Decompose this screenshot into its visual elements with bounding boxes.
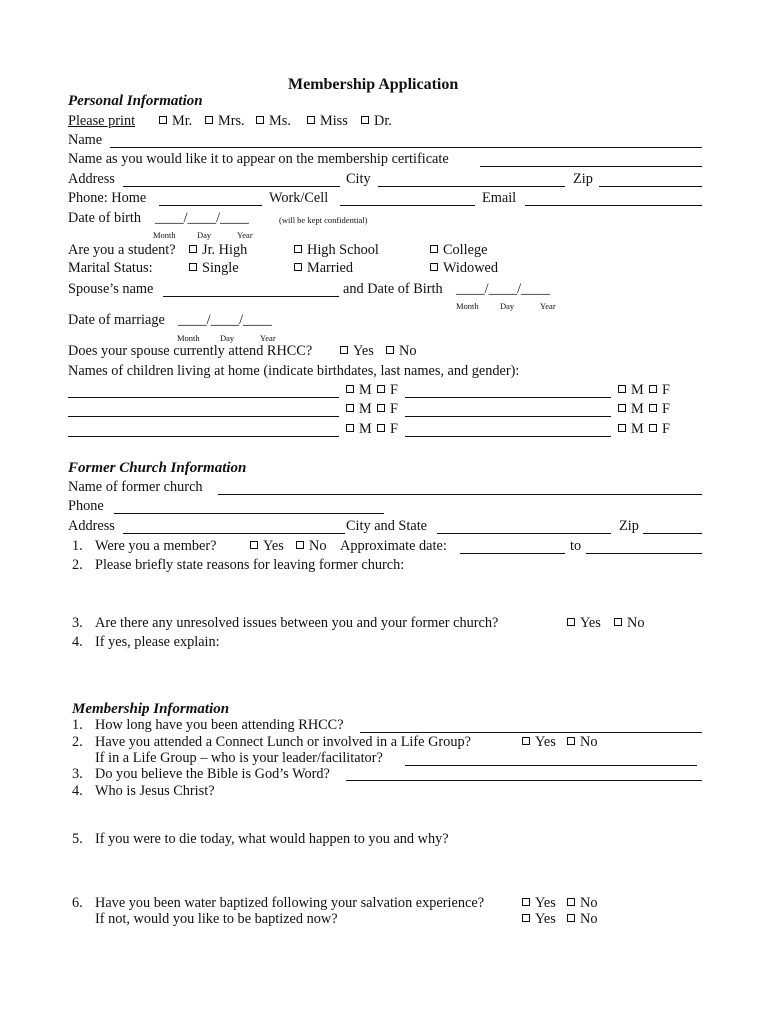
membership-q1-number: 1. <box>72 717 83 733</box>
checkbox-f[interactable] <box>649 404 657 412</box>
checkbox-college[interactable] <box>430 245 438 253</box>
checkbox-mr[interactable] <box>159 116 167 124</box>
checkbox-baptize-now-yes[interactable] <box>522 914 530 922</box>
child-gender-m[interactable]: M <box>346 421 372 438</box>
title-dr[interactable]: Dr. <box>361 113 392 130</box>
checkbox-married[interactable] <box>294 263 302 271</box>
checkbox-f[interactable] <box>377 424 385 432</box>
baptized-no[interactable]: No <box>567 895 597 912</box>
email-label: Email <box>482 190 517 206</box>
checkbox-mrs[interactable] <box>205 116 213 124</box>
checkbox-f[interactable] <box>377 385 385 393</box>
former-member-no[interactable]: No <box>296 538 326 555</box>
approx-date-from-field[interactable] <box>460 553 565 554</box>
spouse-dob-year-caption: Year <box>540 301 556 311</box>
attending-duration-field[interactable] <box>360 732 702 733</box>
checkbox-jr-high[interactable] <box>189 245 197 253</box>
child-gender-m[interactable]: M <box>618 382 644 399</box>
membership-q2-label: Have you attended a Connect Lunch or involved in a Life Group? <box>95 734 471 750</box>
checkbox-miss[interactable] <box>307 116 315 124</box>
checkbox-member-yes[interactable] <box>250 541 258 549</box>
membership-q2b-label: If in a Life Group – who is your leader/facilitator? <box>95 750 383 766</box>
baptized-yes[interactable]: Yes <box>522 895 556 912</box>
child-name-field[interactable] <box>68 436 339 437</box>
address-field[interactable] <box>123 186 340 187</box>
checkbox-dr[interactable] <box>361 116 369 124</box>
phone-home-label: Phone: Home <box>68 190 147 206</box>
child-name-field[interactable] <box>405 397 611 398</box>
membership-q6-label: Have you been water baptized following your salvation experience? <box>95 895 485 911</box>
former-q4-label: If yes, please explain: <box>95 634 220 650</box>
marriage-label: Date of marriage <box>68 312 165 328</box>
please-print-label: Please print <box>68 113 136 129</box>
dob-day-caption: Day <box>197 230 212 240</box>
former-q4-number: 4. <box>72 634 83 650</box>
checkbox-m[interactable] <box>618 385 626 393</box>
checkbox-high-school[interactable] <box>294 245 302 253</box>
zip-field[interactable] <box>599 186 702 187</box>
child-gender-m[interactable]: M <box>346 382 372 399</box>
child-gender-f[interactable]: F <box>377 382 398 399</box>
former-q1-label: Were you a member? <box>95 538 217 554</box>
city-label: City <box>346 171 371 187</box>
phone-home-field[interactable] <box>159 205 262 206</box>
approx-date-label: Approximate date: <box>340 538 447 554</box>
former-q3-number: 3. <box>72 615 83 631</box>
former-heading: Former Church Information <box>68 460 247 476</box>
membership-q3-label: Do you believe the Bible is God’s Word? <box>95 766 330 782</box>
checkbox-m[interactable] <box>346 424 354 432</box>
checkbox-unresolved-yes[interactable] <box>567 618 575 626</box>
spouse-name-field[interactable] <box>163 296 339 297</box>
dob-label: Date of birth <box>68 210 142 226</box>
checkbox-baptized-yes[interactable] <box>522 898 530 906</box>
child-gender-f[interactable]: F <box>377 421 398 438</box>
bible-answer-field[interactable] <box>346 780 702 781</box>
marital-label: Marital Status: <box>68 260 153 276</box>
former-q2-label: Please briefly state reasons for leaving former church: <box>95 557 405 573</box>
former-city-state-field[interactable] <box>437 533 611 534</box>
child-gender-f[interactable]: F <box>649 382 670 399</box>
membership-q6b-label: If not, would you like to be baptized now? <box>95 911 338 927</box>
checkbox-member-no[interactable] <box>296 541 304 549</box>
title-ms[interactable]: Ms. <box>256 113 291 130</box>
spouse-dob-month-caption: Month <box>456 301 479 311</box>
zip-label: Zip <box>573 171 593 187</box>
child-gender-m[interactable]: M <box>618 401 644 418</box>
confidential-note: (will be kept confidential) <box>279 215 368 225</box>
former-name-field[interactable] <box>218 494 702 495</box>
connect-no[interactable]: No <box>567 734 597 751</box>
membership-q4-number: 4. <box>72 783 83 799</box>
name-field[interactable] <box>110 147 702 148</box>
marriage-date-field[interactable]: ____/____/____ <box>178 312 272 328</box>
spouse-name-label: Spouse’s name <box>68 281 154 297</box>
approx-date-to-field[interactable] <box>586 553 702 554</box>
membership-q6-number: 6. <box>72 895 83 911</box>
children-label: Names of children living at home (indicate birthdates, last names, and gender): <box>68 363 520 379</box>
checkbox-baptize-now-no[interactable] <box>567 914 575 922</box>
leader-field[interactable] <box>405 765 697 766</box>
checkbox-f[interactable] <box>649 424 657 432</box>
spouse-dob-day-caption: Day <box>500 301 515 311</box>
work-cell-field[interactable] <box>340 205 475 206</box>
email-field[interactable] <box>525 205 702 206</box>
marital-widowed[interactable]: Widowed <box>430 260 498 277</box>
membership-heading: Membership Information <box>72 701 230 717</box>
child-name-field[interactable] <box>405 416 611 417</box>
former-name-label: Name of former church <box>68 479 203 495</box>
former-q2-number: 2. <box>72 557 83 573</box>
former-address-field[interactable] <box>123 533 345 534</box>
work-cell-label: Work/Cell <box>269 190 329 206</box>
former-q3-label: Are there any unresolved issues between you and your former church? <box>95 615 499 631</box>
title-mrs[interactable]: Mrs. <box>205 113 245 130</box>
checkbox-widowed[interactable] <box>430 263 438 271</box>
former-phone-field[interactable] <box>114 513 384 514</box>
child-gender-m[interactable]: M <box>618 421 644 438</box>
checkbox-baptized-no[interactable] <box>567 898 575 906</box>
checkbox-spouse-yes[interactable] <box>340 346 348 354</box>
spouse-dob-label: and Date of Birth <box>343 281 443 297</box>
city-field[interactable] <box>378 186 565 187</box>
page-title: Membership Application <box>288 76 459 93</box>
checkbox-m[interactable] <box>618 424 626 432</box>
membership-q5-number: 5. <box>72 831 83 847</box>
former-address-label: Address <box>68 518 115 534</box>
baptize-now-no[interactable]: No <box>567 911 597 928</box>
spouse-attend-no[interactable]: No <box>386 343 416 360</box>
former-zip-label: Zip <box>619 518 639 534</box>
child-gender-m[interactable]: M <box>346 401 372 418</box>
student-label: Are you a student? <box>68 242 176 258</box>
baptize-now-yes[interactable]: Yes <box>522 911 556 928</box>
student-high-school[interactable]: High School <box>294 242 379 259</box>
membership-q1-label: How long have you been attending RHCC? <box>95 717 344 733</box>
spouse-dob-field[interactable]: ____/____/____ <box>456 281 550 297</box>
connect-yes[interactable]: Yes <box>522 734 556 751</box>
marriage-month-caption: Month <box>177 333 200 343</box>
checkbox-ms[interactable] <box>256 116 264 124</box>
former-member-yes[interactable]: Yes <box>250 538 284 555</box>
checkbox-f[interactable] <box>377 404 385 412</box>
unresolved-yes[interactable]: Yes <box>567 615 601 632</box>
spouse-attend-label: Does your spouse currently attend RHCC? <box>68 343 313 359</box>
checkbox-connect-no[interactable] <box>567 737 575 745</box>
name-label: Name <box>68 132 103 148</box>
child-name-field[interactable] <box>68 416 339 417</box>
checkbox-unresolved-no[interactable] <box>614 618 622 626</box>
membership-q2-number: 2. <box>72 734 83 750</box>
student-jr-high[interactable]: Jr. High <box>189 242 247 259</box>
membership-q3-number: 3. <box>72 766 83 782</box>
checkbox-f[interactable] <box>649 385 657 393</box>
dob-field[interactable]: ____/____/____ <box>155 210 249 226</box>
checkbox-m[interactable] <box>346 385 354 393</box>
membership-q5-label: If you were to die today, what would happen to you and why? <box>95 831 449 847</box>
personal-heading: Personal Information <box>68 93 203 109</box>
to-label: to <box>570 538 582 554</box>
marital-married[interactable]: Married <box>294 260 353 277</box>
dob-year-caption: Year <box>237 230 253 240</box>
marital-single[interactable]: Single <box>189 260 239 277</box>
unresolved-no[interactable]: No <box>614 615 644 632</box>
former-zip-field[interactable] <box>643 533 702 534</box>
checkbox-single[interactable] <box>189 263 197 271</box>
cert-name-field[interactable] <box>480 166 702 167</box>
address-label: Address <box>68 171 115 187</box>
spouse-attend-yes[interactable]: Yes <box>340 343 374 360</box>
marriage-day-caption: Day <box>220 333 235 343</box>
former-city-state-label: City and State <box>346 518 428 534</box>
former-phone-label: Phone <box>68 498 104 514</box>
child-gender-f[interactable]: F <box>377 401 398 418</box>
dob-month-caption: Month <box>153 230 176 240</box>
title-mr[interactable]: Mr. <box>159 113 192 130</box>
child-gender-f[interactable]: F <box>649 401 670 418</box>
checkbox-spouse-no[interactable] <box>386 346 394 354</box>
child-name-field[interactable] <box>68 397 339 398</box>
child-name-field[interactable] <box>405 436 611 437</box>
marriage-year-caption: Year <box>260 333 276 343</box>
child-gender-f[interactable]: F <box>649 421 670 438</box>
former-q1-number: 1. <box>72 538 83 554</box>
checkbox-m[interactable] <box>346 404 354 412</box>
cert-name-label: Name as you would like it to appear on the membership certificate <box>68 151 449 167</box>
title-miss[interactable]: Miss <box>307 113 348 130</box>
checkbox-connect-yes[interactable] <box>522 737 530 745</box>
checkbox-m[interactable] <box>618 404 626 412</box>
student-college[interactable]: College <box>430 242 487 259</box>
membership-q4-label: Who is Jesus Christ? <box>95 783 215 799</box>
